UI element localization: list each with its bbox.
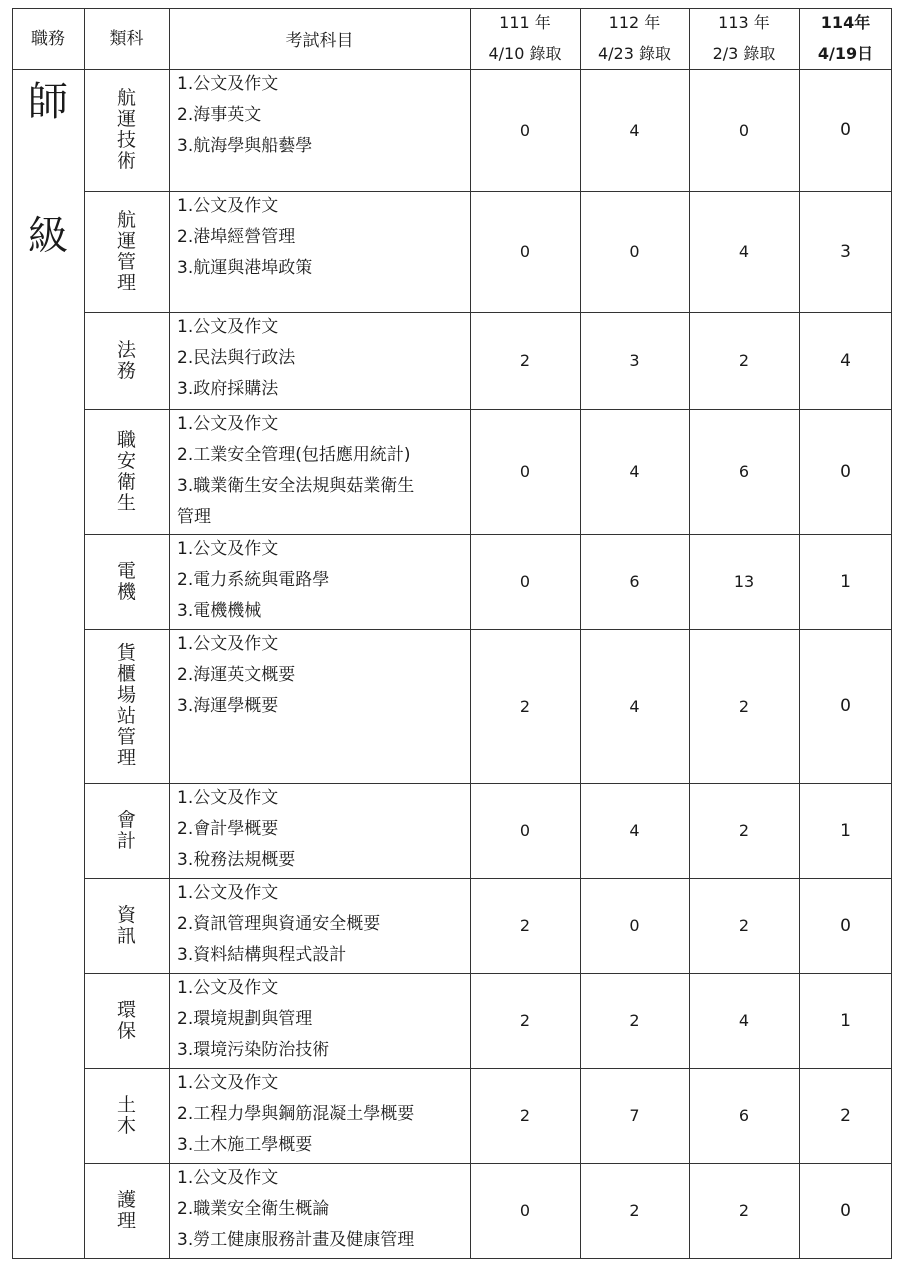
column-divider — [470, 8, 471, 1258]
subject-line: 1.公文及作文 — [177, 788, 279, 808]
count-cell: 1 — [840, 1010, 851, 1031]
count-cell: 4 — [840, 350, 851, 371]
count-cell: 0 — [840, 915, 851, 936]
subject-line: 3.環境污染防治技術 — [177, 1040, 330, 1060]
subject-line: 2.電力系統與電路學 — [177, 570, 330, 590]
count-cell: 0 — [519, 120, 531, 140]
count-cell: 0 — [840, 120, 851, 140]
subject-line: 3.職業衛生安全法規與菇業衛生 — [177, 476, 415, 496]
subjects-cell — [169, 409, 470, 534]
category-char: 管 — [116, 726, 136, 748]
count-cell: 2 — [629, 1201, 640, 1220]
count-cell: 4 — [738, 1011, 750, 1030]
header-year: 112 年 — [608, 13, 661, 33]
category-char: 資 — [116, 903, 136, 926]
category-char: 護 — [116, 1188, 136, 1211]
rank-line-1: 師 — [28, 79, 68, 125]
column-divider — [84, 8, 85, 1258]
subject-line: 管理 — [177, 507, 211, 527]
subject-line: 1.公文及作文 — [177, 317, 279, 337]
header-position — [12, 8, 84, 69]
column-divider — [12, 8, 13, 1258]
header-year: 111 年 — [499, 13, 551, 33]
category-char: 運 — [116, 229, 136, 252]
count-cell: 6 — [738, 1106, 750, 1125]
count-cell: 3 — [840, 241, 851, 262]
row-divider — [84, 534, 892, 535]
category-char: 術 — [116, 150, 136, 172]
count-cell: 2 — [738, 1201, 750, 1220]
category-cell — [84, 783, 169, 878]
subject-line: 1.公文及作文 — [177, 539, 279, 559]
category-cell — [84, 1163, 169, 1258]
row-divider — [12, 8, 892, 9]
subject-line: 1.公文及作文 — [177, 883, 279, 903]
count-cell: 0 — [629, 242, 640, 261]
row-divider — [84, 878, 892, 879]
category-char: 管 — [116, 250, 136, 273]
count-cell: 4 — [738, 242, 750, 261]
category-char: 機 — [116, 580, 136, 603]
category-char: 理 — [116, 1209, 136, 1232]
category-char: 電 — [116, 559, 136, 582]
category-char: 訊 — [116, 924, 136, 947]
header-date: 2/3 錄取 — [712, 43, 776, 63]
row-divider — [84, 312, 892, 313]
row-divider — [12, 1258, 892, 1259]
count-cell: 7 — [629, 1106, 640, 1125]
subject-line: 3.航運與港埠政策 — [177, 258, 313, 278]
subjects-cell — [169, 973, 470, 1068]
count-cell: 0 — [840, 696, 851, 716]
subject-line: 3.稅務法規概要 — [177, 850, 296, 870]
category-char: 安 — [116, 449, 136, 472]
row-divider — [84, 191, 892, 192]
category-char: 運 — [116, 108, 136, 130]
count-cell: 2 — [519, 351, 531, 370]
subjects-cell — [169, 783, 470, 878]
subject-line: 2.海運英文概要 — [177, 665, 296, 685]
count-cell: 2 — [519, 916, 531, 935]
column-divider — [689, 8, 690, 1258]
subject-line: 2.海事英文 — [177, 105, 262, 125]
header-date: 4/19日 — [817, 43, 874, 63]
category-char: 保 — [116, 1019, 136, 1042]
category-cell — [84, 973, 169, 1068]
subject-line: 2.會計學概要 — [177, 819, 279, 839]
count-cell: 0 — [738, 120, 750, 140]
count-cell: 0 — [840, 461, 851, 482]
subjects-cell — [169, 1068, 470, 1163]
row-divider — [12, 69, 892, 70]
subject-line: 3.海運學概要 — [177, 696, 279, 716]
subjects-cell — [169, 878, 470, 973]
count-cell: 4 — [629, 821, 640, 840]
count-cell: 4 — [629, 696, 640, 716]
count-cell: 0 — [840, 1200, 851, 1221]
category-cell — [84, 534, 169, 629]
subject-line: 3.電機機械 — [177, 601, 262, 621]
count-cell: 2 — [519, 696, 531, 716]
header-position-label: 職務 — [31, 28, 65, 49]
category-char: 衛 — [116, 470, 136, 493]
subjects-cell — [169, 312, 470, 409]
row-divider — [84, 1068, 892, 1069]
category-cell — [84, 312, 169, 409]
row-divider — [84, 1163, 892, 1164]
header-subjects — [169, 8, 470, 69]
category-char: 櫃 — [116, 663, 136, 685]
subject-line: 3.土木施工學概要 — [177, 1135, 313, 1155]
subject-line: 2.職業安全衛生概論 — [177, 1199, 330, 1219]
count-cell: 4 — [629, 462, 640, 481]
row-divider — [84, 783, 892, 784]
column-divider — [799, 8, 800, 1258]
subject-line: 1.公文及作文 — [177, 1168, 279, 1188]
header-year-112 — [580, 8, 689, 69]
rank-line-2: 級 — [28, 213, 68, 259]
category-cell — [84, 69, 169, 191]
category-char: 職 — [116, 428, 136, 451]
subject-line: 1.公文及作文 — [177, 414, 279, 434]
count-cell: 13 — [733, 572, 755, 591]
header-date: 4/10 錄取 — [488, 43, 562, 63]
count-cell: 6 — [738, 462, 750, 481]
category-char: 場 — [116, 684, 136, 706]
count-cell: 2 — [738, 351, 750, 370]
subject-line: 2.港埠經營管理 — [177, 227, 296, 247]
category-cell — [84, 1068, 169, 1163]
count-cell: 0 — [519, 1201, 531, 1220]
header-year: 113 年 — [718, 13, 770, 33]
subjects-cell — [169, 534, 470, 629]
header-subjects-label: 考試科目 — [285, 31, 354, 51]
count-cell: 0 — [519, 242, 531, 261]
count-cell: 3 — [629, 351, 640, 370]
subject-line: 1.公文及作文 — [177, 634, 279, 654]
count-cell: 0 — [519, 821, 531, 840]
category-char: 木 — [116, 1114, 136, 1137]
category-cell — [84, 878, 169, 973]
header-year: 114年 — [820, 13, 871, 33]
category-cell — [84, 191, 169, 312]
row-divider — [84, 973, 892, 974]
count-cell: 2 — [519, 1106, 531, 1125]
header-date: 4/23 錄取 — [597, 43, 672, 63]
category-char: 生 — [116, 491, 136, 514]
subject-line: 2.環境規劃與管理 — [177, 1009, 313, 1029]
header-year-111 — [470, 8, 580, 69]
count-cell: 2 — [519, 1011, 531, 1030]
header-year-113 — [689, 8, 799, 69]
category-char: 務 — [116, 359, 136, 382]
header-category-label: 類科 — [109, 28, 144, 49]
count-cell: 2 — [629, 1011, 640, 1030]
category-char: 航 — [116, 208, 136, 231]
subjects-cell — [169, 69, 470, 191]
row-divider — [84, 409, 892, 410]
category-char: 環 — [116, 998, 136, 1021]
column-divider — [580, 8, 581, 1258]
category-char: 法 — [116, 338, 136, 361]
column-divider — [891, 8, 892, 1258]
subject-line: 3.勞工健康服務計畫及健康管理 — [177, 1230, 415, 1250]
subject-line: 2.資訊管理與資通安全概要 — [177, 914, 381, 934]
count-cell: 0 — [519, 572, 531, 591]
category-cell — [84, 629, 169, 783]
subjects-cell — [169, 191, 470, 312]
row-divider — [84, 629, 892, 630]
subject-line: 2.工程力學與鋼筋混凝土學概要 — [177, 1104, 415, 1124]
count-cell: 2 — [738, 821, 750, 840]
subject-line: 2.工業安全管理(包括應用統計) — [177, 445, 411, 465]
count-cell: 2 — [738, 916, 750, 935]
subject-line: 1.公文及作文 — [177, 1073, 279, 1093]
category-char: 計 — [116, 829, 136, 852]
count-cell: 4 — [629, 120, 640, 140]
subject-line: 3.資料結構與程式設計 — [177, 945, 347, 965]
count-cell: 0 — [519, 462, 531, 481]
rank-label — [12, 69, 84, 269]
category-char: 貨 — [116, 642, 136, 664]
admission-table — [12, 8, 892, 1270]
subject-line: 1.公文及作文 — [177, 978, 279, 998]
count-cell: 2 — [840, 1105, 851, 1126]
category-char: 土 — [116, 1093, 136, 1116]
count-cell: 1 — [840, 571, 851, 592]
category-cell — [84, 409, 169, 534]
category-char: 理 — [116, 271, 136, 294]
category-char: 會 — [116, 808, 136, 831]
count-cell: 6 — [629, 572, 640, 591]
subjects-cell — [169, 629, 470, 783]
subject-line: 3.航海學與船藝學 — [177, 136, 313, 156]
subject-line: 2.民法與行政法 — [177, 348, 296, 368]
header-category — [84, 8, 169, 69]
subject-line: 1.公文及作文 — [177, 74, 279, 94]
category-char: 航 — [116, 87, 136, 109]
category-char: 站 — [116, 705, 136, 727]
header-year-114 — [799, 8, 892, 69]
count-cell: 1 — [840, 820, 851, 841]
count-cell: 2 — [738, 696, 750, 716]
subject-line: 1.公文及作文 — [177, 196, 279, 216]
category-char: 技 — [116, 129, 136, 151]
subjects-cell — [169, 1163, 470, 1258]
category-char: 理 — [116, 747, 136, 769]
subject-line: 3.政府採購法 — [177, 379, 279, 399]
column-divider — [169, 8, 170, 1258]
count-cell: 0 — [629, 916, 640, 935]
